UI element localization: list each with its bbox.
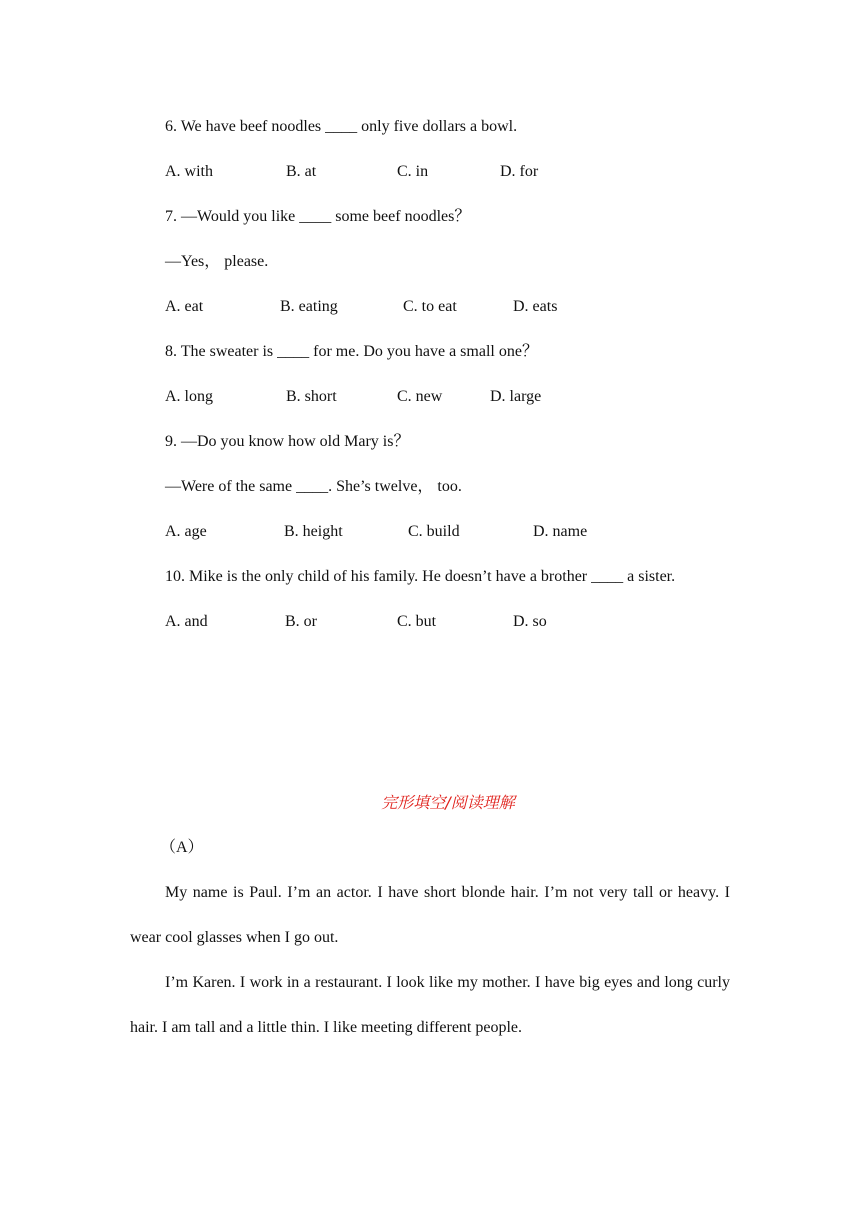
question-8-option-c: C. new bbox=[397, 388, 443, 405]
question-7-option-c: C. to eat bbox=[403, 298, 457, 315]
passage-paragraph-1: My name is Paul. I’m an actor. I have short blonde hair. I’m not very tall or heavy. I wear cool glasses when I go out. bbox=[130, 884, 730, 946]
question-9-option-a: A. age bbox=[165, 523, 207, 540]
question-10-option-b: B. or bbox=[285, 613, 317, 630]
question-10-stem: 10. Mike is the only child of his family. He doesn’t have a brother ____ a sister. bbox=[165, 568, 676, 585]
question-9-option-d: D. name bbox=[533, 523, 588, 540]
question-7-stem: 7. —Would you like ____ some beef noodles？ bbox=[165, 208, 471, 225]
question-9-option-c: C. build bbox=[408, 523, 460, 540]
question-10-option-d: D. so bbox=[513, 613, 547, 630]
question-10-option-c: C. but bbox=[397, 613, 437, 630]
question-7-option-b: B. eating bbox=[280, 298, 338, 315]
question-7-option-a: A. eat bbox=[165, 298, 204, 315]
question-9-reply: —Were of the same ____. She’s twelve， too. bbox=[165, 478, 462, 495]
question-8-option-b: B. short bbox=[286, 388, 337, 405]
question-10-option-a: A. and bbox=[165, 613, 208, 630]
question-6-option-d: D. for bbox=[500, 163, 539, 180]
question-7-reply: —Yes， please. bbox=[165, 253, 269, 270]
section-title: 完形填空/阅读理解 bbox=[381, 793, 515, 812]
question-6-option-b: B. at bbox=[286, 163, 317, 180]
question-6-option-c: C. in bbox=[397, 163, 429, 180]
question-8-option-a: A. long bbox=[165, 388, 213, 405]
question-6-option-a: A. with bbox=[165, 163, 213, 180]
question-8-stem: 8. The sweater is ____ for me. Do you have a small one？ bbox=[165, 343, 538, 360]
passage-label: （A） bbox=[160, 839, 204, 856]
question-7-option-d: D. eats bbox=[513, 298, 558, 315]
passage-paragraph-2: I’m Karen. I work in a restaurant. I look like my mother. I have big eyes and long curly hair. I am tall and a little thin. I like meeting different people. bbox=[130, 974, 730, 1036]
question-9-stem: 9. —Do you know how old Mary is？ bbox=[165, 433, 410, 450]
question-6-stem: 6. We have beef noodles ____ only five dollars a bowl. bbox=[165, 118, 518, 135]
question-8-option-d: D. large bbox=[490, 388, 542, 405]
question-9-option-b: B. height bbox=[284, 523, 343, 540]
